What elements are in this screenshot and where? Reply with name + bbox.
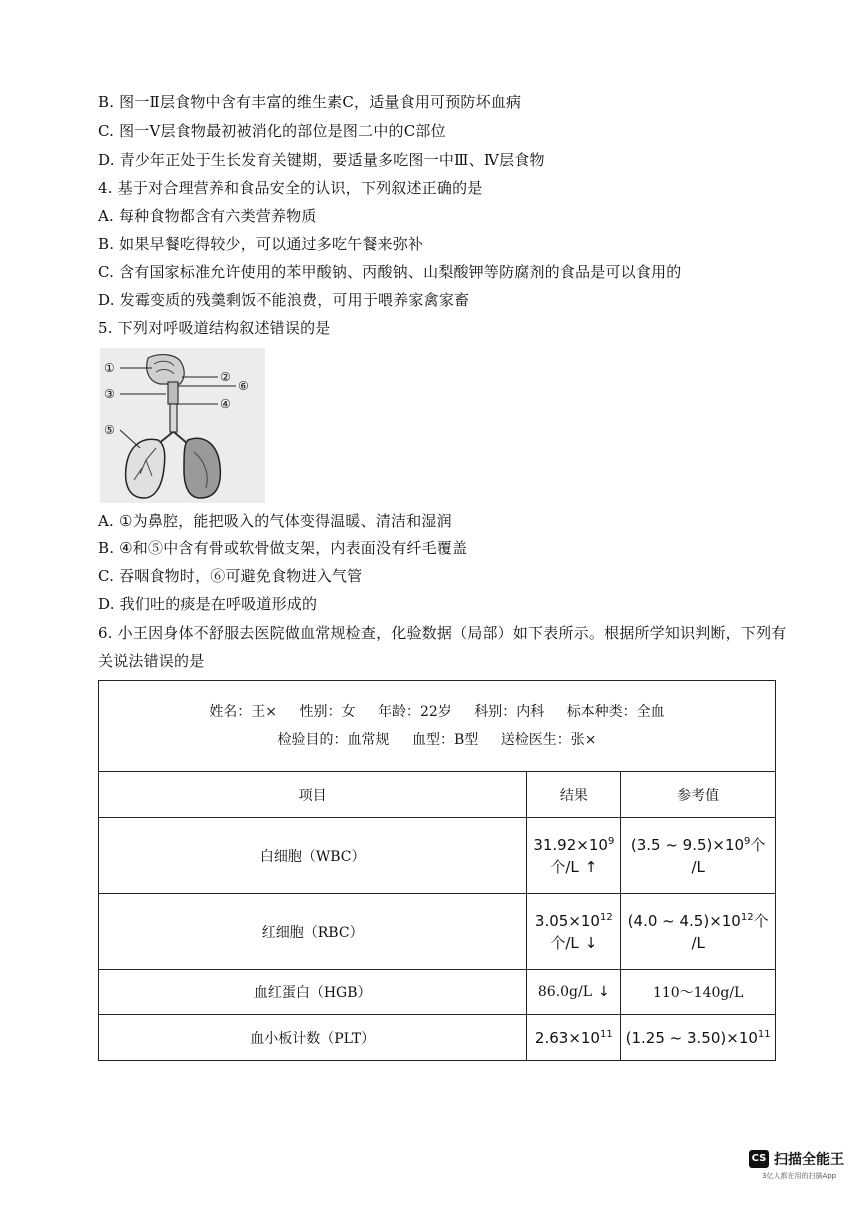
result-hgb: 86.0g/L ↓ [527,970,621,1015]
column-header-result: 结果 [527,772,621,818]
option-4a: A. 每种食物都含有六类营养物质 [98,207,317,225]
result-plt: $2.63\times 10^{11}$ [527,1015,621,1061]
arrow-up-icon: ↑ [584,857,598,876]
option-3d: D. 青少年正处于生长发育关键期，要适量多吃图一中Ⅲ、Ⅳ层食物 [98,151,545,169]
column-header-item: 项目 [99,772,527,818]
item-rbc: 红细胞（RBC） [99,894,527,970]
option-3b: B. 图一Ⅱ层食物中含有丰富的维生素C，适量食用可预防坏血病 [98,93,522,111]
arrow-down-icon: ↓ [584,933,598,952]
option-5b: B. ④和⑤中含有骨或软骨做支架，内表面没有纤毛覆盖 [98,539,468,557]
table-row [99,894,776,970]
reference-hgb: 110～140g/L [621,970,776,1015]
table-row [99,818,776,894]
option-5c: C. 吞咽食物时，⑥可避免食物进入气管 [98,567,363,585]
question-6: 6. 小王因身体不舒服去医院做血常规检查，化验数据（局部）如下表所示。根据所学知识判断，下列有 [98,624,787,642]
blood-test-table [98,680,776,1061]
patient-sex: 性别：女 [299,704,356,720]
camscanner-logo: CS [749,1150,769,1168]
item-hgb: 血红蛋白（HGB） [99,970,527,1015]
patient-age: 年龄：22岁 [377,704,452,720]
table-row [99,1015,776,1061]
option-5a: A. ①为鼻腔，能把吸入的气体变得温暖、清洁和湿润 [98,512,452,530]
option-4c: C. 含有国家标准允许使用的苯甲酸钠、丙酸钠、山梨酸钾等防腐剂的食品是可以食用的 [98,263,682,281]
question-5: 5. 下列对呼吸道结构叙述错误的是 [98,319,331,337]
respiratory-tract-diagram [100,348,265,503]
label-2: ② [220,370,231,384]
reference-rbc: (4.0 ~ $4.5)\times 10^{12}$个 /L [621,894,776,970]
blood-type: 血型：B型 [411,732,479,748]
doctor: 送检医生：张× [500,732,597,748]
question-6-cont: 关说法错误的是 [98,652,205,670]
option-4b: B. 如果早餐吃得较少，可以通过多吃午餐来弥补 [98,235,424,253]
camscanner-subtitle: 3亿人都在用的扫描App [762,1172,837,1180]
patient-name: 姓名：王× [209,704,278,720]
item-plt: 血小板计数（PLT） [99,1015,527,1061]
result-rbc: $3.05\times 10^{12}$ 个/L ↓ [527,894,621,970]
test-purpose: 检验目的：血常规 [277,732,390,748]
patient-info-line2 [99,726,775,754]
label-6: ⑥ [238,379,249,393]
patient-info [99,681,776,772]
label-4: ④ [220,397,231,411]
result-wbc: $31.92\times 10^9$ 个/L ↑ [527,818,621,894]
patient-info-line1 [99,698,775,726]
camscanner-title: 扫描全能王 [774,1152,844,1168]
department: 科别：内科 [474,704,545,720]
item-wbc: 白细胞（WBC） [99,818,527,894]
option-5d: D. 我们吐的痰是在呼吸道形成的 [98,595,318,613]
reference-wbc: (3.5 ~ $9.5)\times 10^9$个 /L [621,818,776,894]
table-row [99,970,776,1015]
specimen-type: 标本种类：全血 [566,704,665,720]
reference-plt: (1.25 ~ $3.50)\times 10^{11}$ [621,1015,776,1061]
label-5: ⑤ [104,423,115,437]
arrow-down-icon: ↓ [598,984,610,1000]
question-4: 4. 基于对合理营养和食品安全的认识，下列叙述正确的是 [98,179,483,197]
label-1: ① [104,361,115,375]
option-4d: D. 发霉变质的残羹剩饭不能浪费，可用于喂养家禽家畜 [98,291,470,309]
label-3: ③ [104,387,115,401]
option-3c: C. 图一Ⅴ层食物最初被消化的部位是图二中的C部位 [98,122,446,140]
column-header-reference: 参考值 [621,772,776,818]
